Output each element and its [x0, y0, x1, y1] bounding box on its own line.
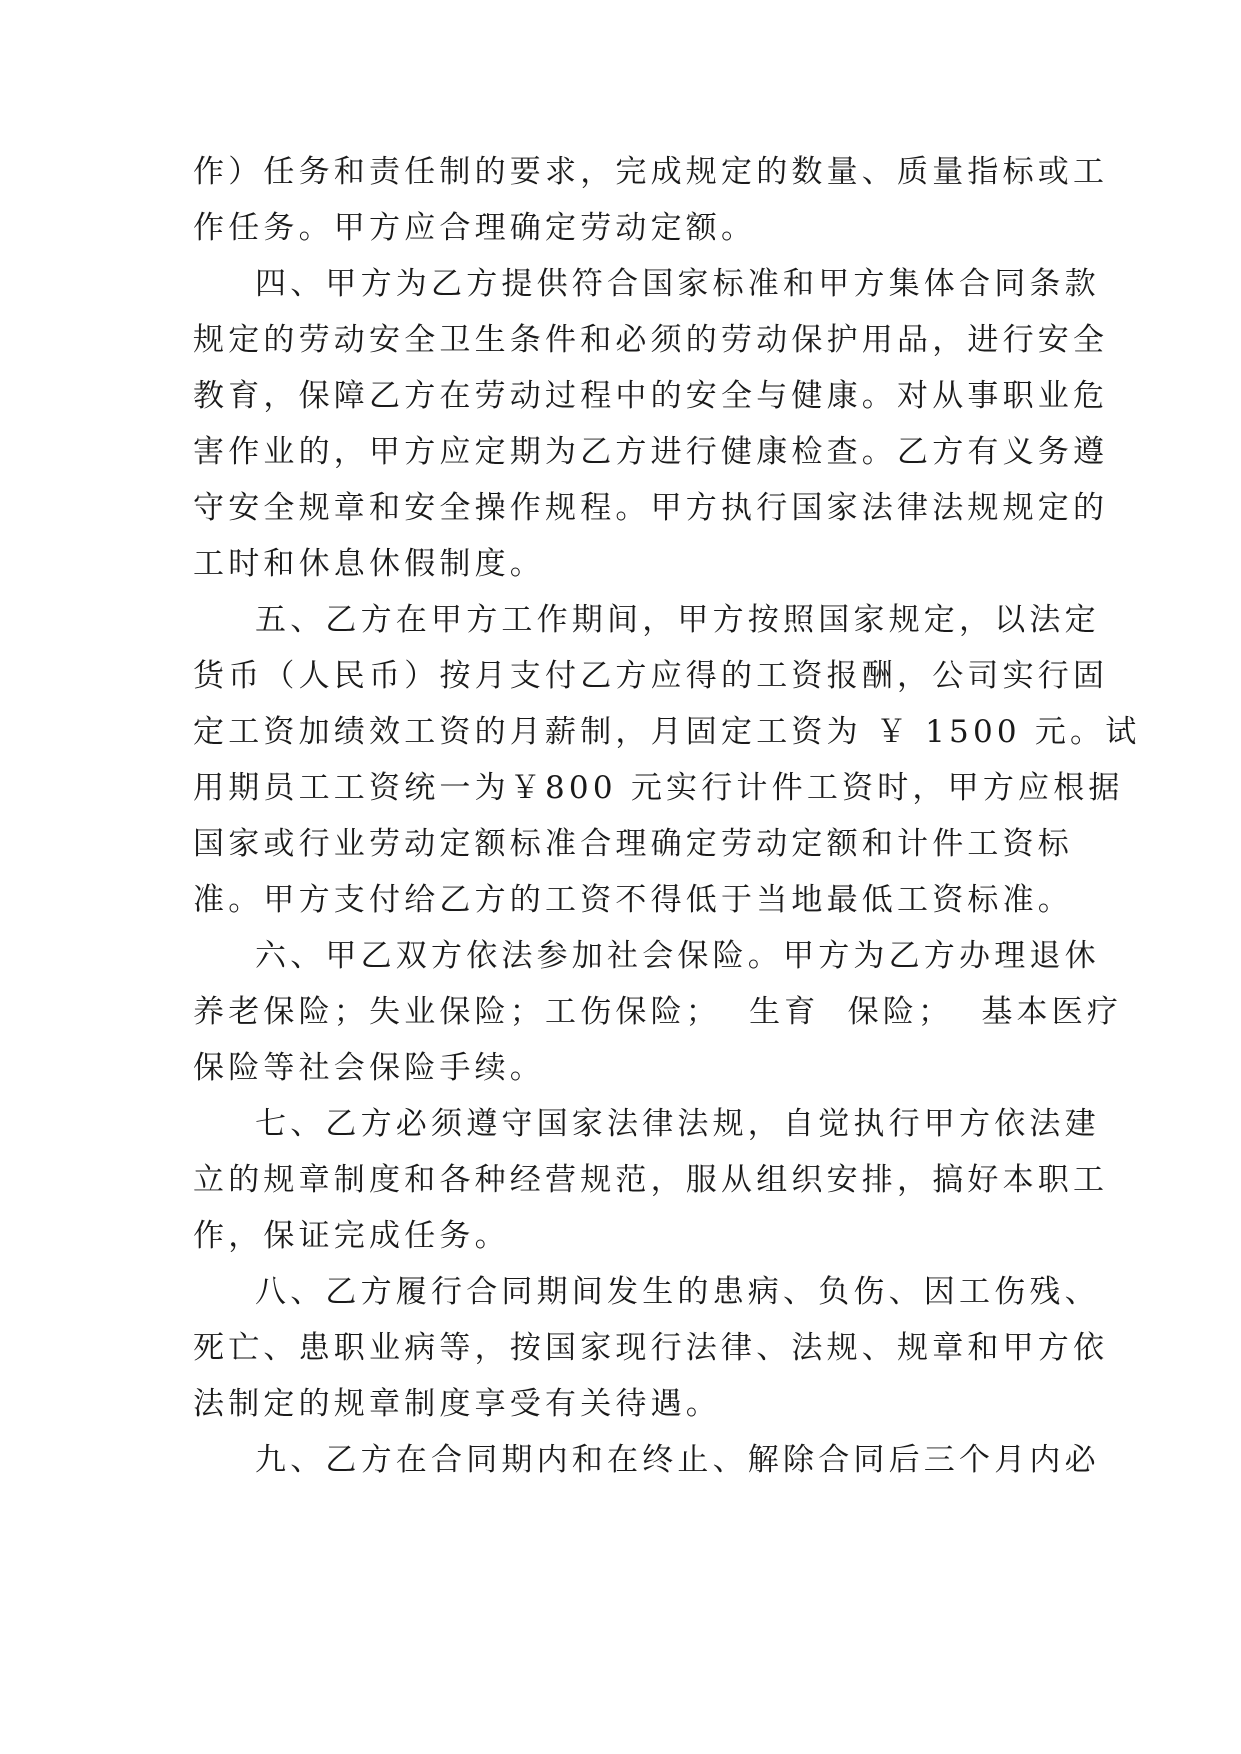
text-line: 作，保证完成任务。 [193, 1218, 510, 1254]
text-line: 规定的劳动安全卫生条件和必须的劳动保护用品，进行安全 [193, 322, 1109, 358]
text-line: 用期员工工资统一为￥800 元实行计件工资时，甲方应根据 [193, 770, 1124, 806]
text-line: 守安全规章和安全操作规程。甲方执行国家法律法规规定的 [193, 490, 1109, 526]
text-line: 工时和休息休假制度。 [193, 546, 545, 582]
paragraph-9-start: 九、乙方在合同期内和在终止、解除合同后三个月内必 [255, 1442, 1100, 1478]
paragraph-8-start: 八、乙方履行合同期间发生的患病、负伤、因工伤残、 [255, 1274, 1100, 1310]
text-line: 作任务。甲方应合理确定劳动定额。 [193, 210, 757, 246]
text-line: 国家或行业劳动定额标准合理确定劳动定额和计件工资标 [193, 826, 1073, 862]
text-line: 定工资加绩效工资的月薪制，月固定工资为 ￥ 1500 元。试 [193, 714, 1141, 750]
text-line: 死亡、患职业病等，按国家现行法律、法规、规章和甲方依 [193, 1330, 1109, 1366]
text-line: 法制定的规章制度享受有关待遇。 [193, 1386, 721, 1422]
text-line: 养老保险；失业保险；工伤保险； 生育 保险； 基本医疗 [193, 994, 1123, 1030]
text-line: 货币（人民币）按月支付乙方应得的工资报酬，公司实行固 [193, 658, 1109, 694]
text-line: 作）任务和责任制的要求，完成规定的数量、质量指标或工 [193, 154, 1109, 190]
text-line: 教育，保障乙方在劳动过程中的安全与健康。对从事职业危 [193, 378, 1109, 414]
paragraph-6-start: 六、甲乙双方依法参加社会保险。甲方为乙方办理退休 [255, 938, 1100, 974]
text-line: 立的规章制度和各种经营规范，服从组织安排，搞好本职工 [193, 1162, 1109, 1198]
paragraph-5-start: 五、乙方在甲方工作期间，甲方按照国家规定，以法定 [255, 602, 1100, 638]
paragraph-4-start: 四、甲方为乙方提供符合国家标准和甲方集体合同条款 [255, 266, 1100, 302]
text-line: 准。甲方支付给乙方的工资不得低于当地最低工资标准。 [193, 882, 1073, 918]
text-line: 害作业的，甲方应定期为乙方进行健康检查。乙方有义务遵 [193, 434, 1109, 470]
paragraph-7-start: 七、乙方必须遵守国家法律法规，自觉执行甲方依法建 [255, 1106, 1100, 1142]
text-line: 保险等社会保险手续。 [193, 1050, 545, 1086]
